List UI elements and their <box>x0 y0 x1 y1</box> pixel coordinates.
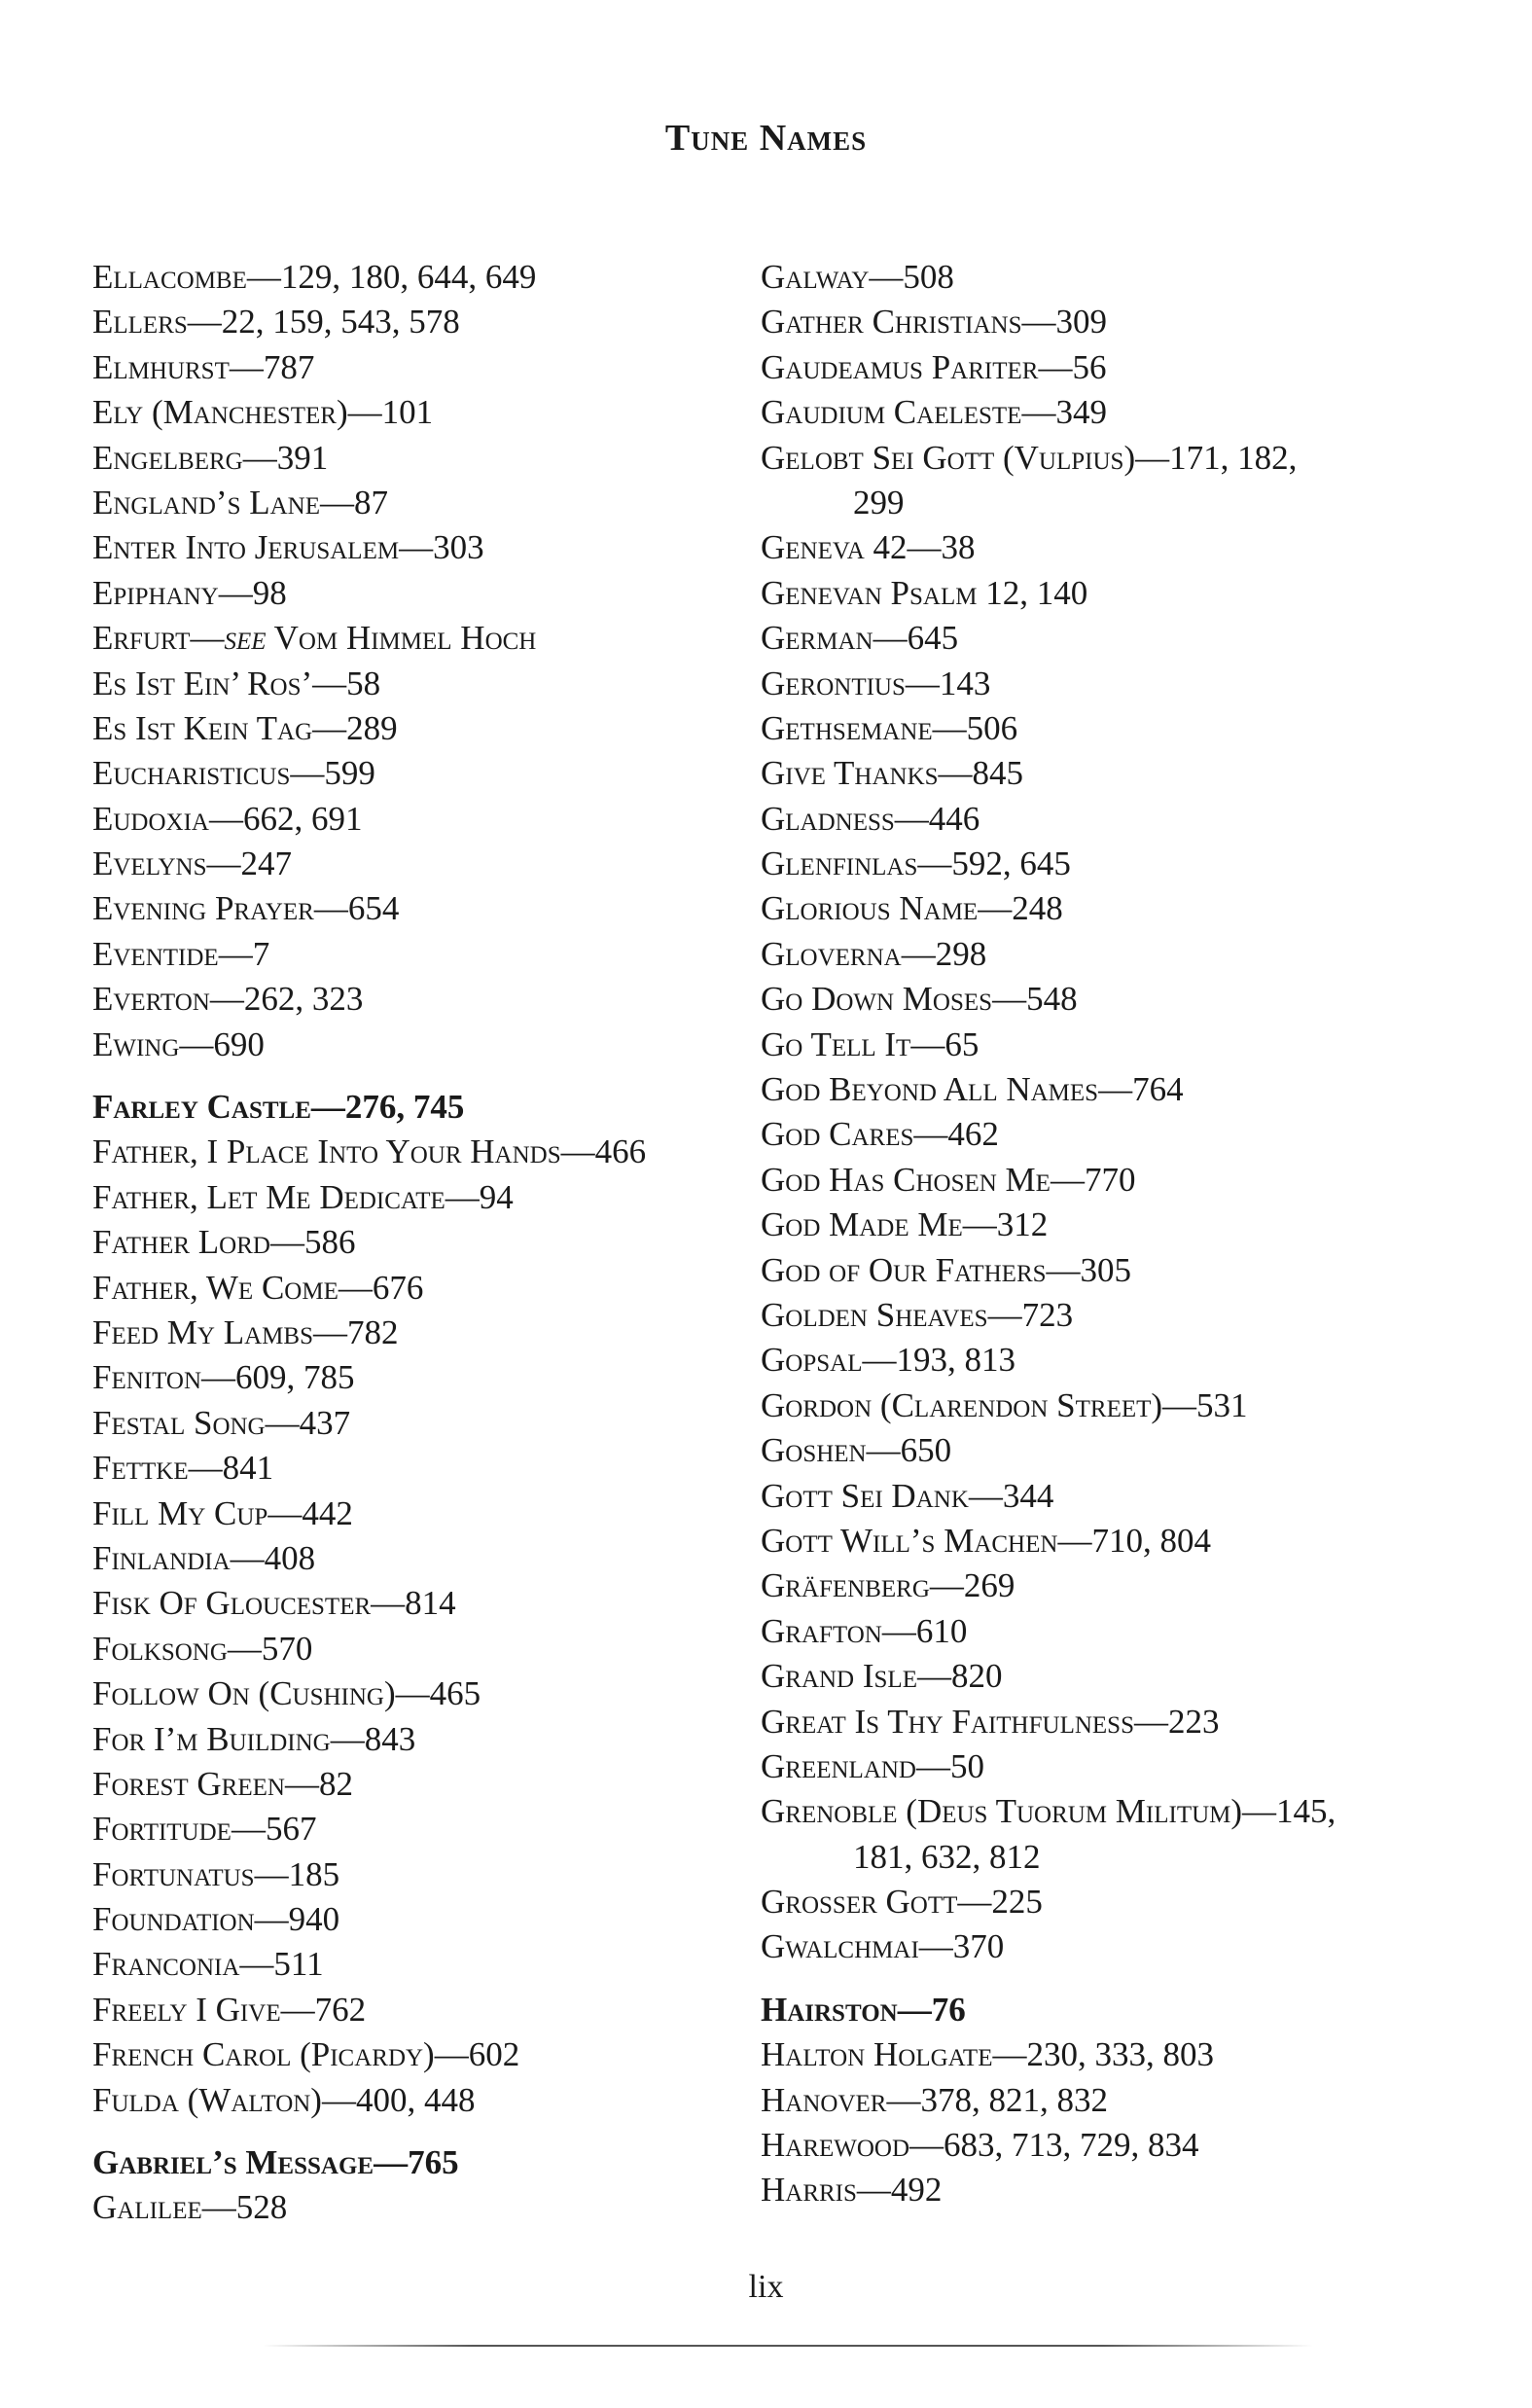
tune-name: Hairston <box>761 1990 898 2029</box>
page-refs: —650 <box>866 1431 952 1470</box>
tune-entry <box>92 1536 793 1581</box>
page-refs: —145, <box>1242 1792 1336 1831</box>
tune-name: Gabriel’s Message <box>92 2143 374 2182</box>
page-refs: —676 <box>338 1268 424 1307</box>
tune-entry <box>761 1789 1461 1834</box>
tune-name: Folksong <box>92 1629 228 1668</box>
tune-entry <box>92 1581 793 1626</box>
tune-entry <box>92 2078 793 2123</box>
page-refs: —770 <box>1050 1160 1136 1199</box>
tune-name: Grand Isle <box>761 1657 917 1696</box>
tune-entry <box>761 1609 1461 1654</box>
tune-entry <box>92 481 793 525</box>
tune-entry <box>761 1338 1461 1383</box>
page-refs: —305 <box>1046 1250 1132 1289</box>
tune-entry <box>761 525 1461 570</box>
tune-entry <box>761 1654 1461 1699</box>
tune-entry <box>761 1067 1461 1112</box>
page-refs: —225 <box>957 1883 1043 1922</box>
tune-name: Glenfinlas <box>761 845 918 883</box>
tune-name: Go Tell It <box>761 1024 911 1063</box>
tune-entry <box>92 662 793 706</box>
page-refs: —762 <box>280 1990 367 2029</box>
tune-name: Enter Into Jerusalem <box>92 528 400 567</box>
tune-entry <box>92 616 793 661</box>
page-refs: —586 <box>269 1223 356 1262</box>
page-refs: —309 <box>1021 303 1107 341</box>
tune-name: Genevan Psalm 12 <box>761 573 1020 612</box>
tune-name: Fill My Cup <box>92 1493 268 1532</box>
page-refs: —841 <box>188 1449 274 1488</box>
tune-entry <box>92 1942 793 1987</box>
page-refs: —683, 713, 729, 834 <box>909 2126 1199 2165</box>
page-refs: —276, 745 <box>310 1088 465 1127</box>
tune-name: Ellers <box>92 303 188 341</box>
page-refs: —843 <box>330 1719 416 1758</box>
tune-name: Gott Will’s Machen <box>761 1521 1058 1560</box>
entry-continuation <box>761 1835 1461 1880</box>
page-refs: —38 <box>907 528 976 567</box>
left-column <box>92 255 793 2231</box>
page-refs: —592, 645 <box>917 845 1071 883</box>
page-refs: —50 <box>915 1746 984 1785</box>
tune-entry <box>761 300 1461 344</box>
page-refs: —442 <box>267 1493 353 1532</box>
tune-name: Geneva 42 <box>761 528 908 567</box>
page-refs: —782 <box>312 1312 399 1351</box>
tune-name: Es Ist Kein Tag <box>92 708 313 747</box>
tune-name: Grenoble (Deus Tuorum Militum) <box>761 1792 1243 1831</box>
cross-reference: Vom Himmel Hoch <box>266 619 537 658</box>
entry-continuation <box>761 481 1461 525</box>
page-refs: —645 <box>873 619 959 658</box>
tune-name: Gwalchmai <box>761 1927 919 1966</box>
tune-entry <box>92 1627 793 1671</box>
tune-entry <box>92 1130 793 1174</box>
tune-entry <box>761 2032 1461 2077</box>
page-refs: —269 <box>929 1566 1015 1605</box>
page-refs: —303 <box>399 528 484 567</box>
page-refs: —171, 182, <box>1135 438 1298 477</box>
tune-name: Es Ist Ein’ Ros’ <box>92 664 313 702</box>
tune-entry <box>761 1474 1461 1519</box>
page-refs: —349 <box>1021 393 1107 432</box>
tune-entry <box>761 2123 1461 2168</box>
tune-name: Glorious Name <box>761 889 979 928</box>
tune-name: Finlandia <box>92 1538 231 1577</box>
tune-name: Follow On (Cushing) <box>92 1674 396 1713</box>
page-refs: —466 <box>560 1132 647 1171</box>
tune-entry <box>761 797 1461 842</box>
tune-name: God of Our Fathers <box>761 1250 1047 1289</box>
tune-name: Farley Castle <box>92 1088 311 1127</box>
tune-name: God Made Me <box>761 1205 963 1244</box>
page-refs: —289 <box>312 708 398 747</box>
page-refs: —87 <box>320 483 388 521</box>
page-refs: —76 <box>897 1990 966 2029</box>
tune-entry <box>92 1355 793 1400</box>
tune-entry <box>761 571 1461 616</box>
page-refs: —129, 180, 644, 649 <box>246 258 537 296</box>
tune-name: Galway <box>761 258 870 296</box>
tune-entry <box>92 255 793 300</box>
tune-entry <box>92 1671 793 1716</box>
tune-name: Father Lord <box>92 1223 270 1262</box>
page-refs: —22, 159, 543, 578 <box>187 303 460 341</box>
tune-name: Gather Christians <box>761 303 1022 341</box>
page-refs: —312 <box>962 1205 1049 1244</box>
page-refs: —298 <box>901 934 987 973</box>
right-column <box>761 255 1461 2213</box>
tune-name: Give Thanks <box>761 754 939 793</box>
page-refs: —82 <box>284 1764 353 1803</box>
tune-name: Fulda (Walton) <box>92 2080 322 2119</box>
tune-name: Gladness <box>761 799 895 838</box>
tune-entry <box>92 390 793 435</box>
tune-entry <box>92 1266 793 1311</box>
tune-entry <box>92 1807 793 1851</box>
page-refs: —94 <box>445 1177 514 1216</box>
tune-name: Fortitude <box>92 1810 232 1849</box>
tune-name: Everton <box>92 980 210 1019</box>
tune-name: Golden Sheaves <box>761 1295 988 1334</box>
tune-name: Foundation <box>92 1900 255 1939</box>
page-refs: —408 <box>230 1538 316 1577</box>
page-refs: —548 <box>992 980 1078 1019</box>
tune-entry <box>92 797 793 842</box>
tune-name: Ely (Manchester) <box>92 393 348 432</box>
page-refs: —462 <box>913 1115 999 1154</box>
page-refs: —528 <box>201 2188 288 2227</box>
tune-name: Eudoxia <box>92 799 209 838</box>
tune-entry <box>761 1158 1461 1203</box>
tune-entry <box>92 977 793 1022</box>
page-refs: —602 <box>434 2035 520 2074</box>
tune-entry <box>92 751 793 796</box>
page-refs: —511 <box>239 1945 324 1984</box>
tune-name: Gelobt Sei Gott (Vulpius) <box>761 438 1136 477</box>
tune-name: Feed My Lambs <box>92 1312 313 1351</box>
tune-entry <box>92 932 793 977</box>
tune-entry <box>761 1112 1461 1157</box>
tune-name: England’s Lane <box>92 483 320 521</box>
tune-entry <box>761 616 1461 661</box>
tune-name: Engelberg <box>92 438 243 477</box>
tune-entry <box>761 1023 1461 1067</box>
page-refs: —223 <box>1133 1702 1220 1741</box>
tune-name: Erfurt <box>92 619 191 658</box>
page-refs: —400, 448 <box>321 2080 476 2119</box>
tune-name: God Has Chosen Me <box>761 1160 1051 1199</box>
bottom-rule <box>263 2345 1313 2347</box>
tune-name: Harewood <box>761 2126 910 2165</box>
tune-entry <box>761 1563 1461 1608</box>
tune-entry <box>761 1924 1461 1969</box>
tune-entry <box>92 345 793 390</box>
page-refs: —609, 785 <box>201 1358 355 1397</box>
tune-name: Father, I Place Into Your Hands <box>92 1132 561 1171</box>
page-refs: —56 <box>1038 347 1107 386</box>
page-number: lix <box>748 2269 784 2305</box>
page-refs: —185 <box>254 1854 340 1893</box>
tune-name: Feniton <box>92 1358 202 1397</box>
tune-name: Greenland <box>761 1746 916 1785</box>
see-reference: see <box>224 619 267 658</box>
page-refs: —465 <box>395 1674 481 1713</box>
tune-name: Epiphany <box>92 573 219 612</box>
tune-name: German <box>761 619 873 658</box>
page-refs: —690 <box>179 1024 265 1063</box>
tune-name: Father, Let Me Dedicate <box>92 1177 445 1216</box>
page-refs: —567 <box>231 1810 317 1849</box>
tune-name: Go Down Moses <box>761 980 993 1019</box>
page-refs: —58 <box>312 664 381 702</box>
page-refs: —262, 323 <box>209 980 364 1019</box>
page-refs: —764 <box>1098 1070 1184 1109</box>
tune-name: Gordon (Clarendon Street) <box>761 1385 1163 1424</box>
page-refs: —492 <box>856 2171 943 2210</box>
tune-name: Ellacombe <box>92 258 247 296</box>
tune-entry <box>92 571 793 616</box>
page-refs: —193, 813 <box>862 1341 1015 1380</box>
tune-name: Gerontius <box>761 664 906 702</box>
tune-name: Grosser Gott <box>761 1883 958 1922</box>
tune-entry <box>92 1492 793 1536</box>
page-refs: —787 <box>229 347 315 386</box>
tune-name: Fortunatus <box>92 1854 255 1893</box>
tune-entry <box>92 1401 793 1446</box>
tune-entry <box>92 436 793 481</box>
tune-entry <box>761 1384 1461 1428</box>
page-refs: —654 <box>313 889 400 928</box>
tune-entry <box>92 886 793 931</box>
tune-name: Galilee <box>92 2188 202 2227</box>
page-refs: —98 <box>218 573 287 612</box>
tune-entry <box>761 1700 1461 1744</box>
tune-entry <box>92 2185 793 2230</box>
page-refs: —570 <box>227 1629 313 1668</box>
tune-entry <box>761 1203 1461 1247</box>
tune-name: Halton Holgate <box>761 2035 993 2074</box>
tune-entry <box>761 842 1461 886</box>
tune-entry <box>92 300 793 344</box>
page-refs: —820 <box>916 1657 1003 1696</box>
tune-entry <box>761 345 1461 390</box>
tune-name: Gräfenberg <box>761 1566 930 1605</box>
tune-entry <box>761 886 1461 931</box>
page-refs: —446 <box>894 799 980 838</box>
tune-entry <box>92 706 793 751</box>
tune-name: Forest Green <box>92 1764 285 1803</box>
tune-entry <box>761 2078 1461 2123</box>
tune-entry <box>92 2032 793 2077</box>
tune-entry <box>761 1248 1461 1293</box>
tune-name: Great Is Thy Faithfulness <box>761 1702 1134 1741</box>
page-refs: —508 <box>869 258 954 296</box>
tune-entry <box>761 1293 1461 1338</box>
tune-entry <box>761 706 1461 751</box>
page-refs: —506 <box>932 708 1018 747</box>
tune-name: God Cares <box>761 1115 914 1154</box>
page-refs: —391 <box>242 438 329 477</box>
tune-entry <box>92 1446 793 1491</box>
tune-entry <box>92 2140 793 2185</box>
tune-name: God Beyond All Names <box>761 1070 1099 1109</box>
tune-name: Gopsal <box>761 1341 863 1380</box>
page-title: Tune Names <box>664 118 868 159</box>
page-refs: —814 <box>371 1584 456 1623</box>
tune-name: Fisk Of Gloucester <box>92 1584 372 1623</box>
tune-name: Harris <box>761 2171 857 2210</box>
page-refs: —940 <box>254 1900 340 1939</box>
page-refs: —723 <box>987 1295 1074 1334</box>
tune-name: Gaudium Caeleste <box>761 393 1022 432</box>
page-refs: —248 <box>978 889 1063 928</box>
tune-entry <box>761 662 1461 706</box>
tune-entry <box>761 390 1461 435</box>
tune-name: Hanover <box>761 2080 887 2119</box>
page-refs: —662, 691 <box>208 799 363 838</box>
page-refs: — <box>190 619 225 658</box>
tune-name: Festal Song <box>92 1403 266 1442</box>
tune-name: Gaudeamus Pariter <box>761 347 1039 386</box>
tune-name: Eventide <box>92 934 219 973</box>
tune-entry <box>761 1744 1461 1789</box>
tune-name: French Carol (Picardy) <box>92 2035 435 2074</box>
tune-entry <box>761 751 1461 796</box>
tune-name: Eucharisticus <box>92 754 291 793</box>
tune-name: Evening Prayer <box>92 889 314 928</box>
entry-continuation-text: 181, 632, 812 <box>853 1837 1041 1876</box>
tune-entry <box>761 1428 1461 1473</box>
page-refs: —230, 333, 803 <box>992 2035 1214 2074</box>
tune-name: Ewing <box>92 1024 180 1063</box>
page-refs: —247 <box>206 845 292 883</box>
page-refs: —65 <box>910 1024 980 1063</box>
tune-entry <box>761 436 1461 481</box>
tune-entry <box>92 1897 793 1942</box>
tune-entry <box>92 1762 793 1807</box>
tune-entry <box>92 1085 793 1130</box>
page-refs: —378, 821, 832 <box>886 2080 1108 2119</box>
tune-entry <box>92 1852 793 1897</box>
tune-entry <box>92 1717 793 1762</box>
tune-entry <box>92 1988 793 2032</box>
page-refs: —599 <box>290 754 375 793</box>
tune-name: Freely I Give <box>92 1990 281 2029</box>
page-refs: —710, 804 <box>1057 1521 1211 1560</box>
tune-entry <box>761 932 1461 977</box>
tune-entry <box>761 977 1461 1022</box>
page-refs: —845 <box>938 754 1024 793</box>
tune-name: Franconia <box>92 1945 240 1984</box>
tune-entry <box>92 1311 793 1355</box>
tune-name: Evelyns <box>92 845 207 883</box>
tune-entry <box>92 1023 793 1067</box>
tune-entry <box>92 842 793 886</box>
tune-entry <box>761 1880 1461 1924</box>
tune-entry <box>761 255 1461 300</box>
page-refs: —7 <box>218 934 270 973</box>
tune-name: Grafton <box>761 1611 882 1650</box>
page-refs: —765 <box>374 2143 459 2182</box>
tune-entry <box>761 1519 1461 1563</box>
page-refs: —344 <box>968 1476 1054 1515</box>
page-refs: —531 <box>1162 1385 1248 1424</box>
tune-name: Gott Sei Dank <box>761 1476 969 1515</box>
tune-entry <box>92 1175 793 1220</box>
page-refs: —143 <box>905 664 991 702</box>
tune-name: Goshen <box>761 1431 867 1470</box>
tune-name: Gloverna <box>761 934 902 973</box>
tune-entry <box>92 525 793 570</box>
tune-name: Gethsemane <box>761 708 933 747</box>
page-refs: , 140 <box>1019 573 1088 612</box>
page-refs: —610 <box>881 1611 968 1650</box>
entry-continuation-text: 299 <box>853 483 905 521</box>
tune-entry <box>761 2168 1461 2212</box>
tune-name: Father, We Come <box>92 1268 338 1307</box>
tune-name: Elmhurst <box>92 347 230 386</box>
page-refs: —370 <box>918 1927 1005 1966</box>
tune-entry <box>92 1220 793 1265</box>
tune-name: For I’m Building <box>92 1719 331 1758</box>
page-refs: —437 <box>265 1403 351 1442</box>
page-refs: —101 <box>347 393 434 432</box>
tune-entry <box>761 1988 1461 2032</box>
tune-name: Fettke <box>92 1449 189 1488</box>
